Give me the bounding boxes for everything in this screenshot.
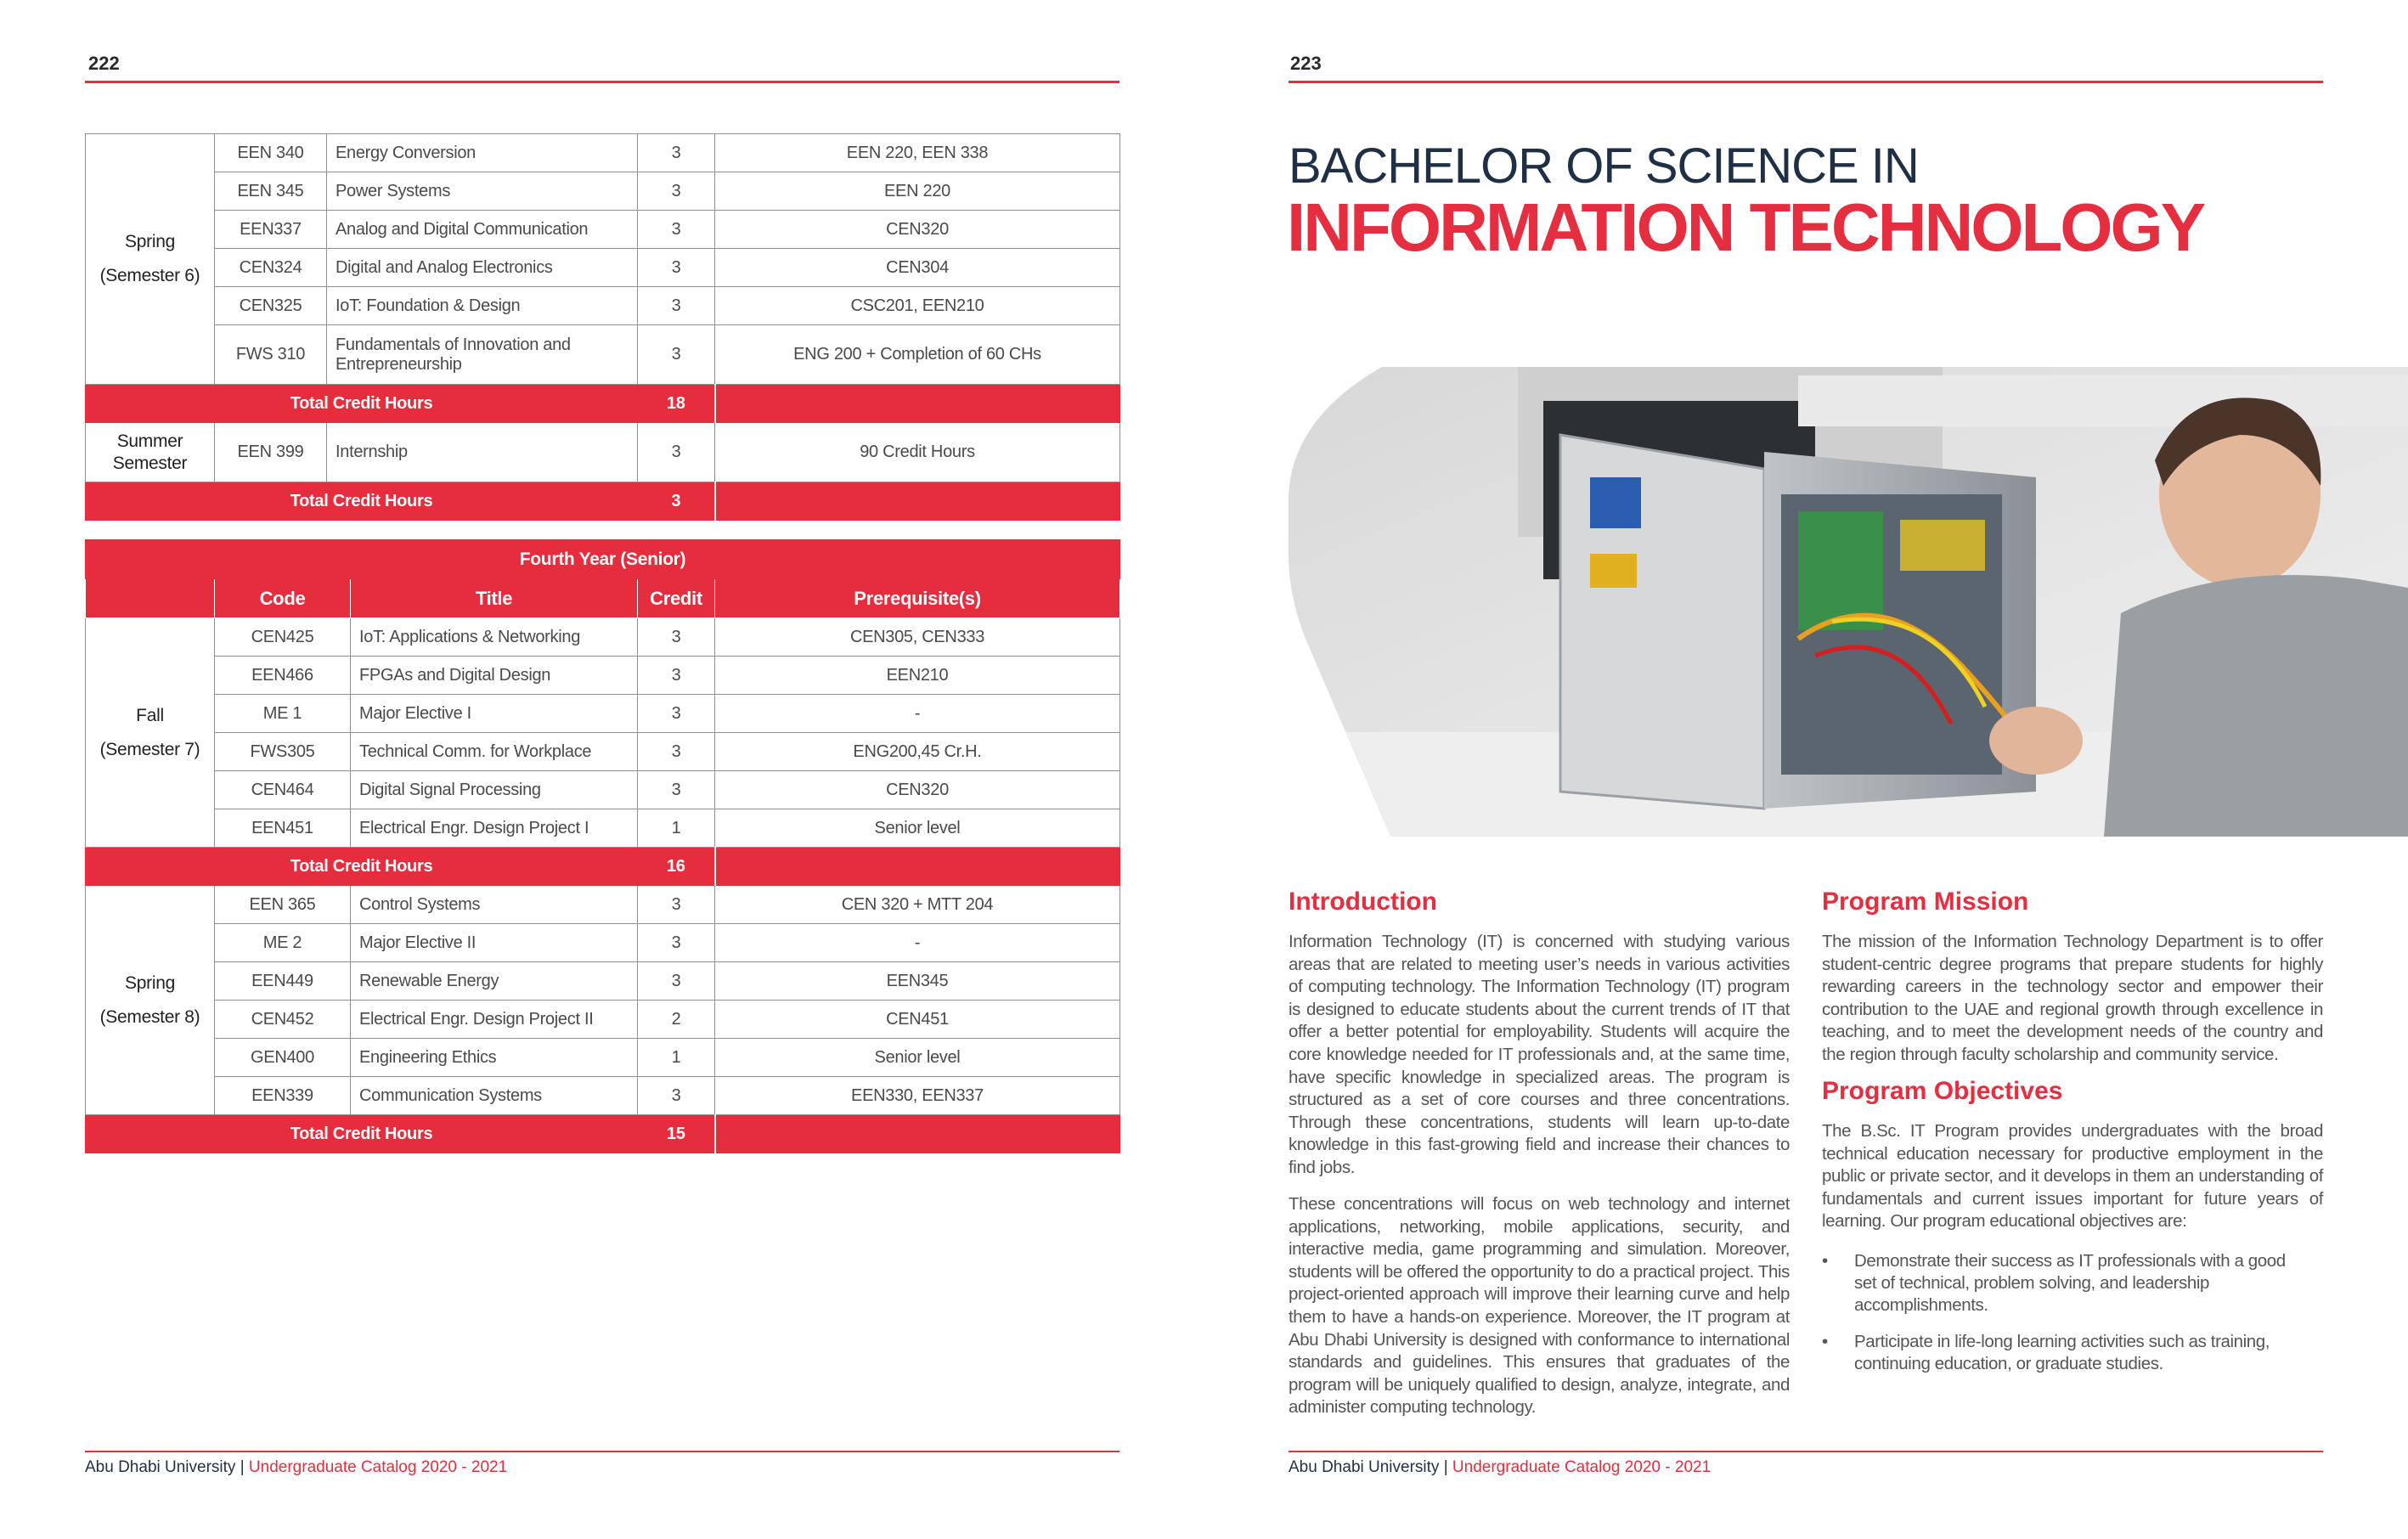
footer-left: [85, 1458, 507, 1477]
course-prerequisite: EEN345: [715, 962, 1120, 1001]
course-code: ME 2: [215, 924, 351, 962]
total-credit-label: Total Credit Hours: [86, 482, 638, 521]
course-prerequisite: Senior level: [715, 809, 1120, 848]
course-prerequisite: CEN320: [715, 771, 1120, 809]
course-credit: 3: [638, 886, 715, 924]
total-credit-row: [86, 848, 1120, 886]
course-row: [86, 134, 1120, 172]
course-code: EEN 399: [215, 423, 327, 482]
course-code: EEN466: [215, 657, 351, 695]
semester-name: Spring: [125, 972, 175, 993]
footer-rule-left: [85, 1451, 1119, 1452]
course-row: [86, 886, 1120, 924]
course-title: Electrical Engr. Design Project I: [351, 809, 638, 848]
bullet-marker: •: [1822, 1332, 1828, 1351]
total-credit-value: 3: [638, 482, 715, 521]
course-prerequisite: CSC201, EEN210: [715, 287, 1120, 325]
course-code: EEN339: [215, 1077, 351, 1115]
total-blank-cell: [715, 482, 1120, 521]
total-blank-cell: [715, 385, 1120, 423]
course-row: [86, 423, 1120, 482]
course-prerequisite: -: [715, 695, 1120, 733]
semester-6-cell: [86, 134, 215, 385]
course-credit: 3: [638, 657, 715, 695]
program-objectives-heading: Program Objectives: [1822, 1077, 2063, 1105]
course-title: Internship: [327, 423, 638, 482]
footer-org: Abu Dhabi University: [85, 1458, 236, 1476]
total-credit-row: [86, 1115, 1120, 1153]
course-credit: 3: [638, 134, 715, 172]
course-prerequisite: EEN 220: [715, 172, 1120, 211]
course-title: Control Systems: [351, 886, 638, 924]
course-code: GEN400: [215, 1039, 351, 1077]
course-credit: 2: [638, 1001, 715, 1039]
course-code: FWS305: [215, 733, 351, 771]
semester-6-table: [85, 133, 1120, 521]
objective-text: Demonstrate their success as IT professionals with a good set of technical, problem solving, and leadership accomplishments.: [1854, 1251, 2286, 1315]
course-prerequisite: CEN320: [715, 211, 1120, 249]
course-row: [86, 287, 1120, 325]
program-heading-line1: BACHELOR OF SCIENCE IN: [1289, 138, 1919, 194]
course-row: [86, 695, 1120, 733]
total-blank-cell: [715, 1115, 1120, 1153]
footer-rule-right: [1289, 1451, 2323, 1452]
total-credit-row: [86, 482, 1120, 521]
course-credit: 3: [638, 211, 715, 249]
footer-catalog: Undergraduate Catalog 2020 - 2021: [248, 1458, 508, 1476]
semester-number: (Semester 7): [99, 739, 200, 759]
total-blank-cell: [715, 848, 1120, 886]
course-title: Communication Systems: [351, 1077, 638, 1115]
course-title: IoT: Foundation & Design: [327, 287, 638, 325]
course-code: CEN452: [215, 1001, 351, 1039]
header-prerequisite: Prerequisite(s): [715, 579, 1120, 618]
summer-semester-cell: Summer Semester: [86, 423, 215, 482]
course-credit: 3: [638, 249, 715, 287]
header-title: Title: [351, 579, 638, 618]
footer-right: [1289, 1458, 1711, 1477]
semester-8-cell: [86, 886, 215, 1115]
course-credit: 3: [638, 618, 715, 657]
introduction-paragraph-1: Information Technology (IT) is concerned with studying various areas that are related to meeting user’s needs in various activities of computing technology. The Information Technology (IT) program is designed to educate students about the current trends of IT that offer a better potential for employability. Students will acquire the core knowledge needed for IT professionals and, at the same time, have specific knowledge in specialized areas. The program is structured as a set of core courses and three concentrations. Through these concentrations, students will learn up-to-date knowledge in this fast-growing field and increase their chances to find jobs.: [1289, 932, 1790, 1177]
course-title: Technical Comm. for Workplace: [351, 733, 638, 771]
header-code: Code: [215, 579, 351, 618]
course-row: [86, 618, 1120, 657]
footer-org: Abu Dhabi University: [1289, 1458, 1440, 1476]
course-title: Digital Signal Processing: [351, 771, 638, 809]
course-credit: 3: [638, 771, 715, 809]
course-row: [86, 249, 1120, 287]
course-title: FPGAs and Digital Design: [351, 657, 638, 695]
course-code: CEN325: [215, 287, 327, 325]
total-credit-value: 15: [638, 1115, 715, 1153]
course-row: [86, 657, 1120, 695]
course-prerequisite: CEN305, CEN333: [715, 618, 1120, 657]
course-title: Engineering Ethics: [351, 1039, 638, 1077]
course-prerequisite: -: [715, 924, 1120, 962]
year-title: Fourth Year (Senior): [86, 540, 1120, 579]
course-code: EEN 345: [215, 172, 327, 211]
footer-separator: |: [240, 1458, 245, 1476]
course-code: EEN449: [215, 962, 351, 1001]
course-row: [86, 771, 1120, 809]
program-objectives-paragraph: The B.Sc. IT Program provides undergraduates with the broad technical education necessary for productive employment in the public or private sector, and it develops in them an understanding of fundamentals and current issues important for future years of learning. Our program educational objectives are:: [1822, 1121, 2323, 1232]
course-title: Electrical Engr. Design Project II: [351, 1001, 638, 1039]
course-code: EEN 365: [215, 886, 351, 924]
footer-catalog: Undergraduate Catalog 2020 - 2021: [1452, 1458, 1712, 1476]
course-title: Fundamentals of Innovation and Entrepreneurship: [327, 325, 638, 385]
course-title: Power Systems: [327, 172, 638, 211]
semester-number: (Semester 6): [99, 266, 200, 285]
course-prerequisite: EEN330, EEN337: [715, 1077, 1120, 1115]
total-credit-row: [86, 385, 1120, 423]
course-prerequisite: EEN 220, EEN 338: [715, 134, 1120, 172]
course-credit: 3: [638, 172, 715, 211]
footer-separator: |: [1443, 1458, 1448, 1476]
course-prerequisite: CEN304: [715, 249, 1120, 287]
student-repairing-computer-photo: [1289, 367, 2408, 837]
program-heading-line2: INFORMATION TECHNOLOGY: [1287, 189, 2204, 265]
course-code: EEN451: [215, 809, 351, 848]
course-credit: 3: [638, 695, 715, 733]
semester-name: Spring: [125, 232, 175, 251]
course-row: [86, 211, 1120, 249]
course-title: Analog and Digital Communication: [327, 211, 638, 249]
course-title: Digital and Analog Electronics: [327, 249, 638, 287]
course-credit: 3: [638, 423, 715, 482]
course-row: [86, 962, 1120, 1001]
course-credit: 3: [638, 1077, 715, 1115]
bullet-marker: •: [1822, 1251, 1828, 1271]
course-title: Major Elective II: [351, 924, 638, 962]
introduction-heading: Introduction: [1289, 888, 1437, 916]
header-credit: Credit: [638, 579, 715, 618]
total-credit-label: Total Credit Hours: [86, 848, 638, 886]
course-prerequisite: CEN451: [715, 1001, 1120, 1039]
course-row: [86, 809, 1120, 848]
course-credit: 1: [638, 809, 715, 848]
course-title: Major Elective I: [351, 695, 638, 733]
course-prerequisite: CEN 320 + MTT 204: [715, 886, 1120, 924]
total-credit-value: 18: [638, 385, 715, 423]
course-code: ME 1: [215, 695, 351, 733]
course-row: [86, 1001, 1120, 1039]
total-credit-label: Total Credit Hours: [86, 1115, 638, 1153]
course-prerequisite: 90 Credit Hours: [715, 423, 1120, 482]
fourth-year-table: [85, 539, 1120, 1153]
semester-number: (Semester 8): [99, 1006, 200, 1027]
course-credit: 3: [638, 325, 715, 385]
header-rule-right: [1289, 81, 2323, 83]
program-mission-paragraph: The mission of the Information Technology Department is to offer student-centric degree programs that prepare students for highly rewarding careers in the technology sector and empower their contribution to the UAE and regional growth through excellence in teaching, and to meet the development needs of the country and the region through faculty scholarship and community service.: [1822, 932, 2323, 1064]
program-mission-heading: Program Mission: [1822, 888, 2029, 916]
page-number-right: 223: [1290, 53, 1322, 74]
course-credit: 3: [638, 287, 715, 325]
course-credit: 3: [638, 962, 715, 1001]
course-prerequisite: ENG200,45 Cr.H.: [715, 733, 1120, 771]
total-credit-label: Total Credit Hours: [86, 385, 638, 423]
course-row: [86, 1039, 1120, 1077]
course-code: CEN425: [215, 618, 351, 657]
course-row: [86, 924, 1120, 962]
course-code: CEN464: [215, 771, 351, 809]
course-row: [86, 325, 1120, 385]
semester-7-cell: [86, 618, 215, 848]
course-title: IoT: Applications & Networking: [351, 618, 638, 657]
course-title: Energy Conversion: [327, 134, 638, 172]
course-code: FWS 310: [215, 325, 327, 385]
introduction-paragraph-2: These concentrations will focus on web technology and internet applications, networking, mobile applications, security, and interactive media, game programming and simulation. Moreover, students will be offered the opportunity to do a practical project. This project-oriented approach will improve their learning curve and help them to have a hands-on experience. Moreover, the IT program at Abu Dhabi University is designed with conformance to international standards and guidelines. This ensures that graduates of the program will be uniquely qualified to design, analyze, integrate, and administer computing technology.: [1289, 1194, 1790, 1418]
header-blank: [86, 579, 215, 618]
course-title: Renewable Energy: [351, 962, 638, 1001]
semester-name: Fall: [136, 705, 164, 725]
course-row: [86, 172, 1120, 211]
header-rule-left: [85, 81, 1119, 83]
course-row: [86, 733, 1120, 771]
course-credit: 3: [638, 924, 715, 962]
year-title-row: [86, 540, 1120, 579]
course-prerequisite: ENG 200 + Completion of 60 CHs: [715, 325, 1120, 385]
course-code: EEN337: [215, 211, 327, 249]
objective-text: Participate in life-long learning activities such as training, continuing education, or graduate studies.: [1854, 1332, 2270, 1373]
course-code: EEN 340: [215, 134, 327, 172]
column-header-row: [86, 579, 1120, 618]
page-number-left: 222: [88, 53, 120, 74]
course-credit: 3: [638, 733, 715, 771]
course-prerequisite: Senior level: [715, 1039, 1120, 1077]
course-prerequisite: EEN210: [715, 657, 1120, 695]
course-code: CEN324: [215, 249, 327, 287]
total-credit-value: 16: [638, 848, 715, 886]
course-row: [86, 1077, 1120, 1115]
course-credit: 1: [638, 1039, 715, 1077]
